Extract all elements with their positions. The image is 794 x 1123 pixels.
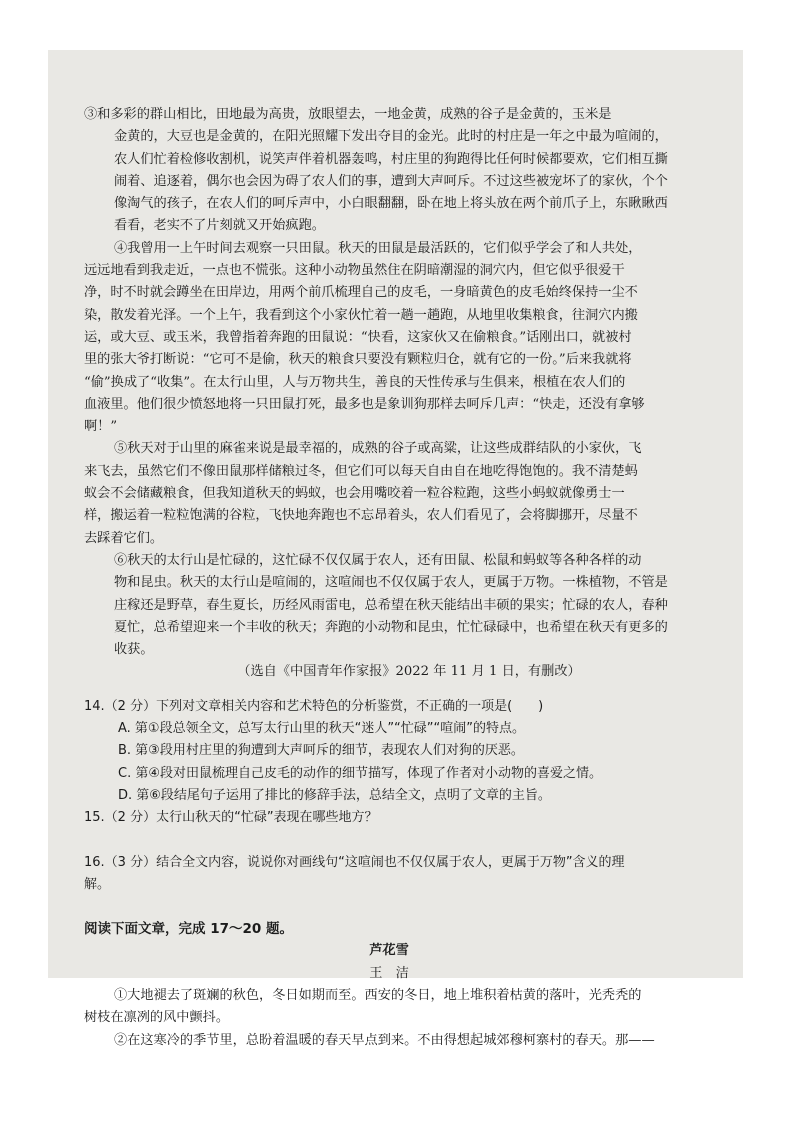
paragraph-line: 蚁会不会储藏粮食，但我知道秋天的蚂蚁，也会用嘴咬着一粒谷粒跑，这些小蚂蚁就像勇士一 (84, 486, 625, 502)
passage-title: 芦花雪 (369, 943, 409, 959)
paragraph-line: 农人们忙着检修收割机，说笑声伴着机器轰鸣，村庄里的狗跑得比任何时候都要欢，它们相互撕 (114, 151, 668, 167)
paragraph-line: 去踩着它们。 (84, 530, 164, 546)
paragraph-line: 庄稼还是野草，春生夏长，历经风雨雷电，总希望在秋天能结出丰硕的果实；忙碌的农人，春种 (114, 597, 668, 613)
paragraph-line: 夏忙，总希望迎来一个丰收的秋天；奔跑的小动物和昆虫，忙忙碌碌中，也希望在秋天有更多的 (114, 619, 668, 635)
paragraph-line: 树枝在凛冽的风中颤抖。 (84, 1010, 230, 1026)
paragraph-line: 金黄的，大豆也是金黄的，在阳光照耀下发出夺目的金光。此时的村庄是一年之中最为喧闹的， (114, 129, 668, 145)
paragraph-line: ③和多彩的群山相比，田地最为高贵，放眼望去，一地金黄，成熟的谷子是金黄的，玉米是 (84, 107, 612, 122)
paragraph-line: 看看，老实不了片刻就又开始疯跑。 (114, 218, 325, 234)
paragraph-line: 远远地看到我走近，一点也不慌张。这种小动物虽然住在阴暗潮湿的洞穴内，但它似乎很爱干 (84, 263, 625, 279)
paragraph-3 (84, 104, 694, 238)
paragraph-line: 血液里。他们很少愤怒地将一只田鼠打死，最多也是象训狗那样去呵斥几声：“快走，还没有拿够 (84, 396, 645, 412)
paragraph-line: ①大地褪去了斑斓的秋色，冬日如期而至。西安的冬日，地上堆积着枯黄的落叶，光秃秃的 (114, 987, 642, 1003)
paragraph-line: 染，散发着光泽。一个上午，我看到这个小家伙忙着一趟一趟跑，从地里收集粮食，往洞穴内搬 (84, 307, 638, 323)
paragraph-6 (84, 550, 694, 661)
paragraph-line: 收获。 (114, 642, 154, 658)
paragraph-line: 运，或大豆、或玉米，我曾指着奔跑的田鼠说：“快看，这家伙又在偷粮食。”话刚出口，就被村 (84, 329, 632, 345)
question-16 (84, 852, 694, 897)
paragraph-line: 物和昆虫。秋天的太行山是喧闹的，这喧闹也不仅仅属于农人，更属于万物。一株植物，不管是 (114, 575, 668, 591)
paragraph-line: “偷”换成了“收集”。在太行山里，人与万物共生，善良的天性传承与生俱来，根植在农人们的 (84, 374, 626, 390)
option-b: B. 第③段用村庄里的狗遭到大声呵斥的细节，表现农人们对狗的厌恶。 (118, 743, 524, 759)
question-stem: 解。 (84, 876, 111, 892)
paragraph-line: ⑥秋天的太行山是忙碌的，这忙碌不仅仅属于农人，还有田鼠、松鼠和蚂蚁等各种各样的动 (114, 552, 642, 568)
source-citation: （选自《中国青年作家报》2022 年 11 月 1 日，有删改） (237, 664, 581, 680)
option-c: C. 第④段对田鼠梳理自己皮毛的动作的细节描写，体现了作者对小动物的喜爱之情。 (118, 765, 602, 781)
paragraph-line: ②在这寒冷的季节里，总盼着温暖的春天早点到来。不由得想起城郊穆柯寨村的春天。那—— (114, 1032, 655, 1048)
option-a: A. 第①段总领全文，总写太行山里的秋天“迷人”“忙碌”“喧闹”的特点。 (118, 721, 525, 737)
paragraph-line: 净，时不时就会蹲坐在田岸边，用两个前爪梳理自己的皮毛，一身暗黄色的皮毛始终保持一尘不 (84, 285, 638, 301)
paragraph-line: ④我曾用一上午时间去观察一只田鼠。秋天的田鼠是最活跃的，它们似乎学会了和人共处， (114, 240, 642, 256)
paragraph-line: 里的张大爷打断说：“它可不是偷，秋天的粮食只要没有颗粒归仓，就有它的一份。”后来我就将 (84, 352, 632, 368)
paragraph-line: 像淘气的孩子，在农人们的呵斥声中，小白眼翻翻，卧在地上将头放在两个前爪子上，东瞅瞅西 (114, 196, 668, 212)
question-15: 15.（2 分）太行山秋天的“忙碌”表现在哪些地方？ (84, 810, 378, 826)
paragraph-line: 闹着、追逐着，偶尔也会因为碍了农人们的事，遭到大声呵斥。不过这些被宠坏了的家伙，个个 (114, 173, 668, 189)
reading-instruction: 阅读下面文章，完成 17～20 题。 (84, 921, 293, 938)
paragraph-4 (84, 238, 694, 439)
paragraph-line: ⑤秋天对于山里的麻雀来说是最幸福的，成熟的谷子或高粱，让这些成群结队的小家伙，飞 (114, 441, 642, 457)
passage-author: 王 洁 (369, 965, 409, 981)
paragraph-5 (84, 438, 694, 549)
paragraph-line: 来飞去，虽然它们不像田鼠那样储粮过冬，但它们可以每天自由自在地吃得饱饱的。我不清楚蚂 (84, 463, 638, 479)
question-14 (84, 696, 694, 807)
option-d: D. 第⑥段结尾句子运用了排比的修辞手法，总结全文，点明了文章的主旨。 (118, 787, 551, 803)
paragraph-line: 样，搬运着一粒粒饱满的谷粒，飞快地奔跑也不忘昂着头，农人们看见了，会将脚挪开，尽量不 (84, 508, 638, 524)
exam-sheet (84, 104, 694, 1052)
question-stem: 16.（3 分）结合全文内容，说说你对画线句“这喧闹也不仅仅属于农人，更属于万物”含义的理 (84, 854, 625, 870)
paragraph-line: 啊！” (84, 419, 118, 435)
question-stem: 14.（2 分）下列对文章相关内容和艺术特色的分析鉴赏，不正确的一项是( ) (84, 698, 544, 714)
